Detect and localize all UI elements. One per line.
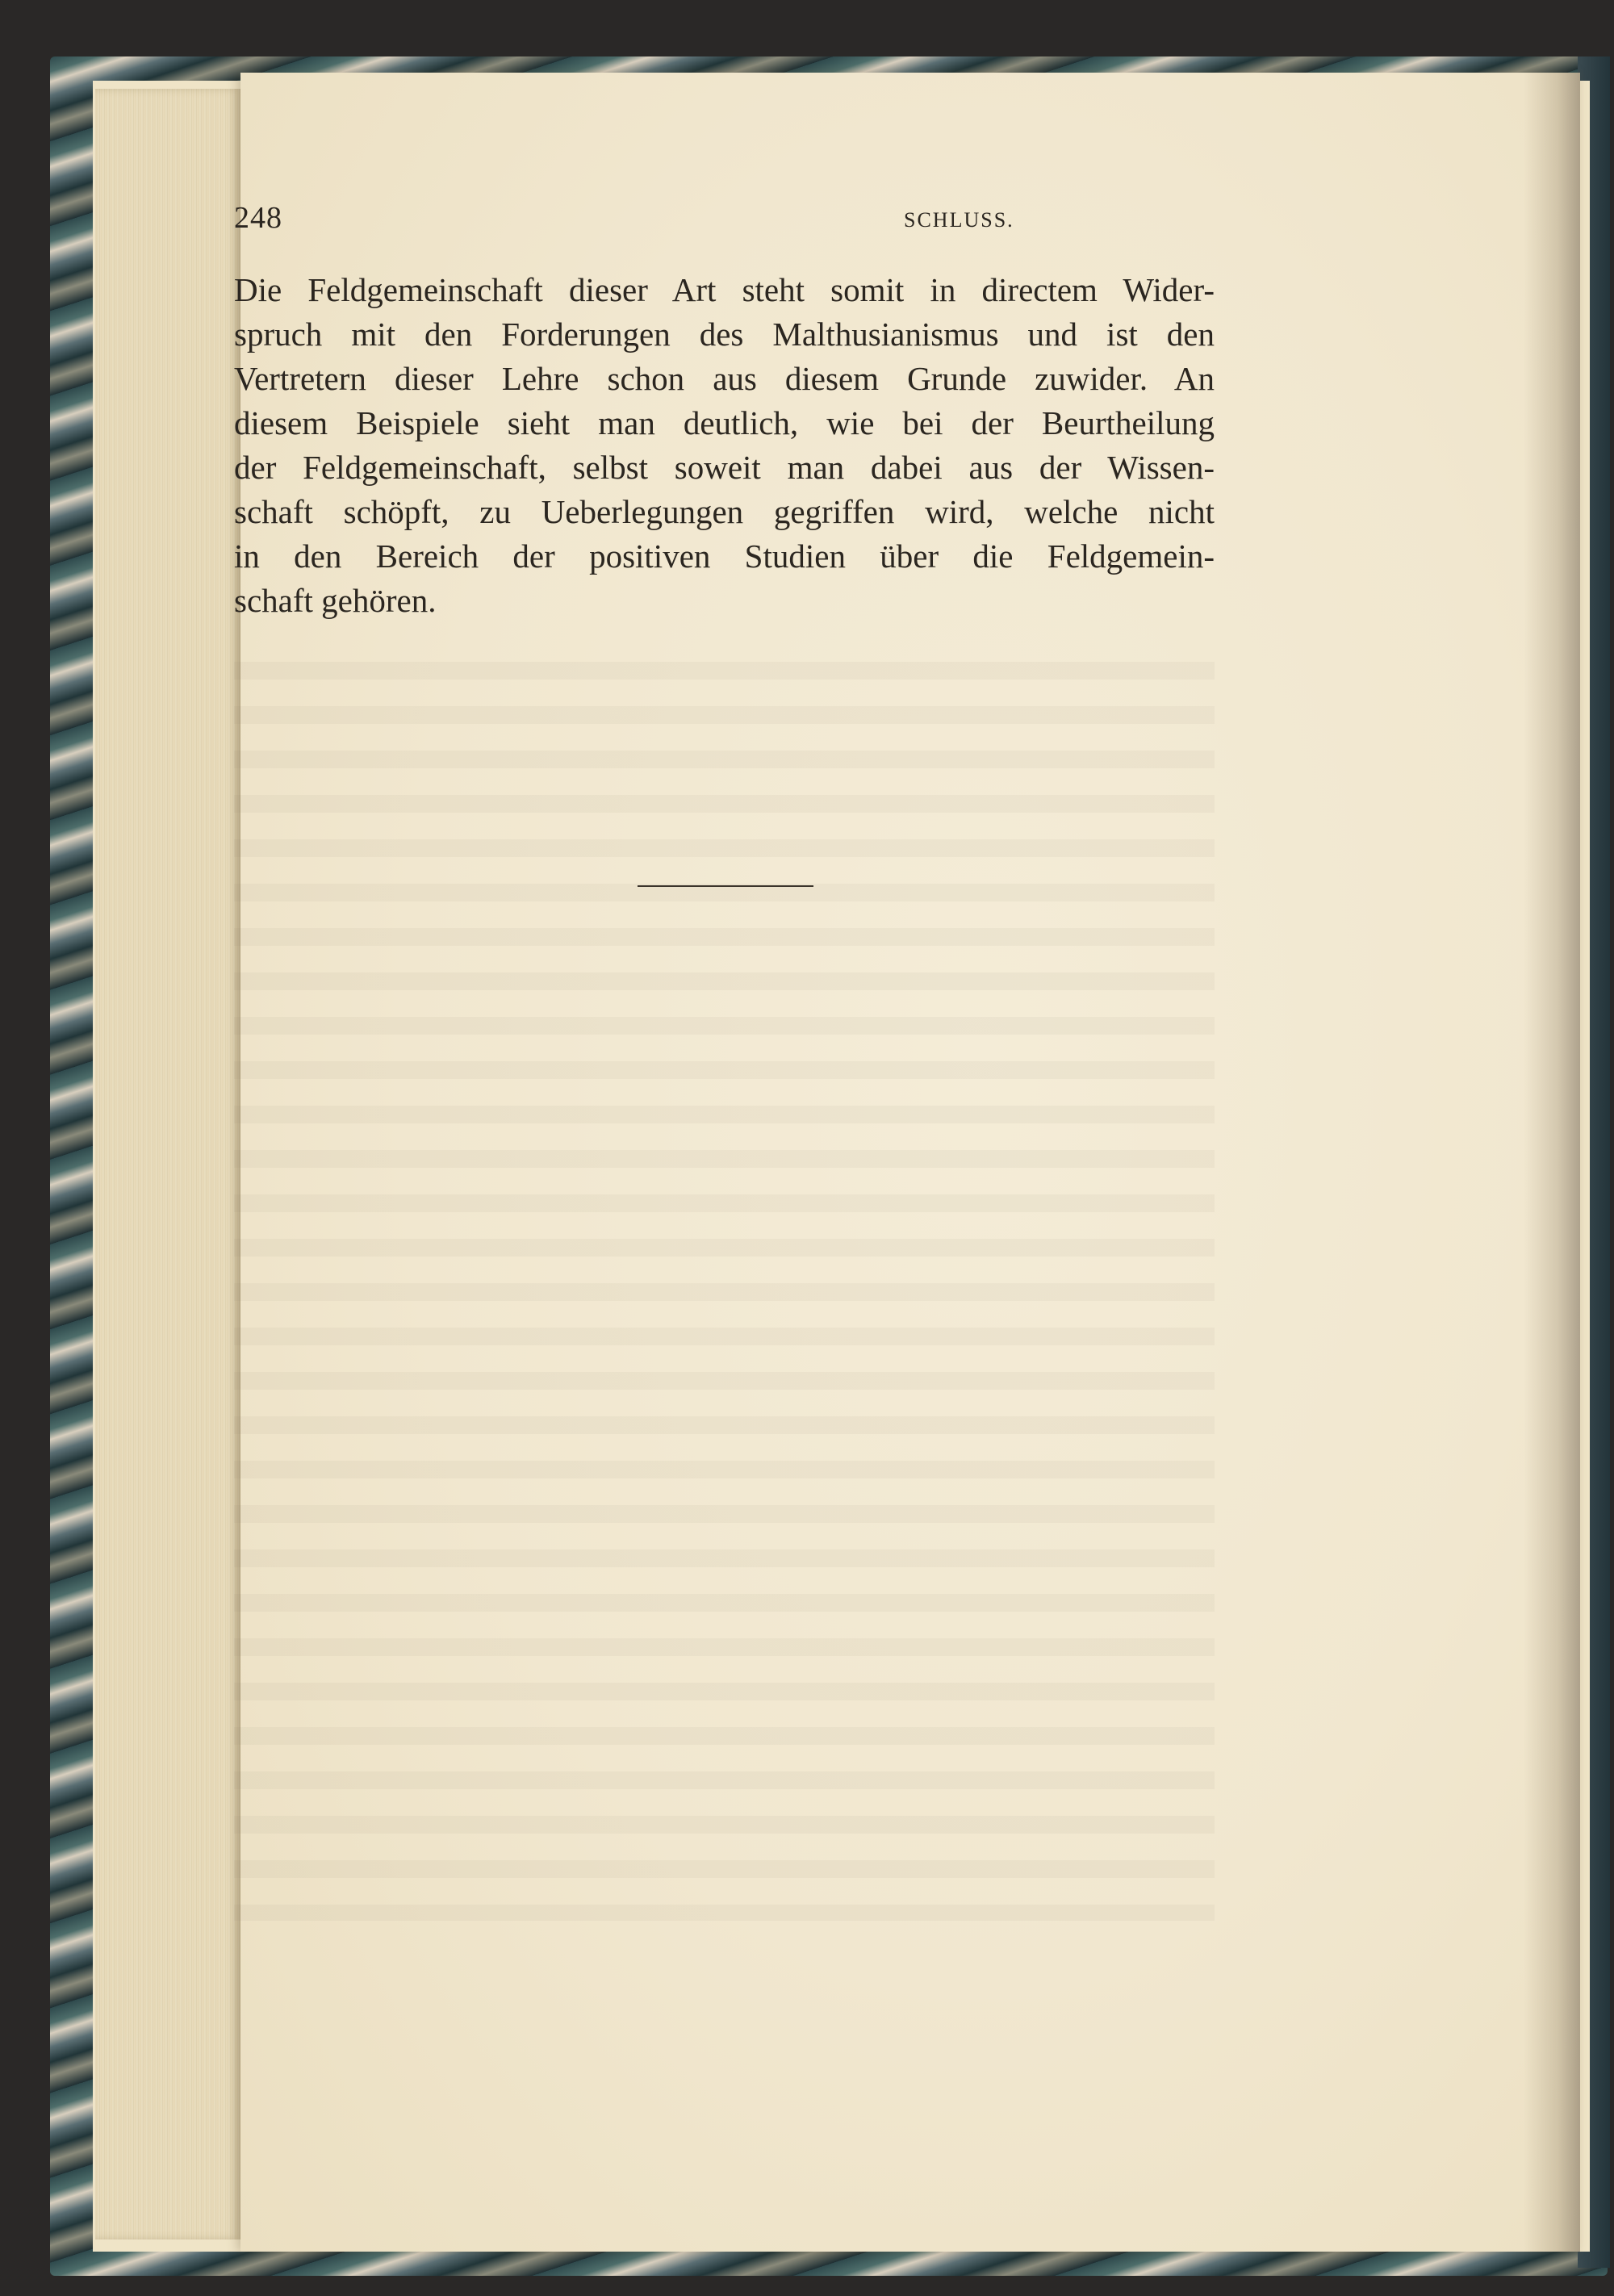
spine-shadow: [1524, 73, 1580, 2252]
page-edges: [95, 89, 240, 2240]
text-line: diesem Beispiele sieht man deutlich, wie bei der Beurtheilung: [234, 404, 1215, 441]
section-end-rule: [638, 885, 813, 887]
text-line: in den Bereich der positiven Studien über die Feldgemein-: [234, 537, 1215, 575]
text-line: schaft gehören.: [234, 582, 437, 619]
page-number: 248: [234, 201, 282, 235]
text-line: Vertretern dieser Lehre schon aus diesem Grunde zuwider. An: [234, 360, 1215, 397]
body-paragraph: [234, 268, 1215, 623]
text-line: Die Feldgemeinschaft dieser Art steht somit in directem Wider-: [234, 271, 1215, 308]
text-line: schaft schöpft, zu Ueberlegungen gegriffen wird, welche nicht: [234, 493, 1215, 530]
text-line: der Feldgemeinschaft, selbst soweit man dabei aus der Wissen-: [234, 449, 1215, 486]
section-title: SCHLUSS.: [904, 208, 1014, 232]
text-line: spruch mit den Forderungen des Malthusianismus und ist den: [234, 316, 1215, 353]
running-head: [234, 200, 1073, 245]
